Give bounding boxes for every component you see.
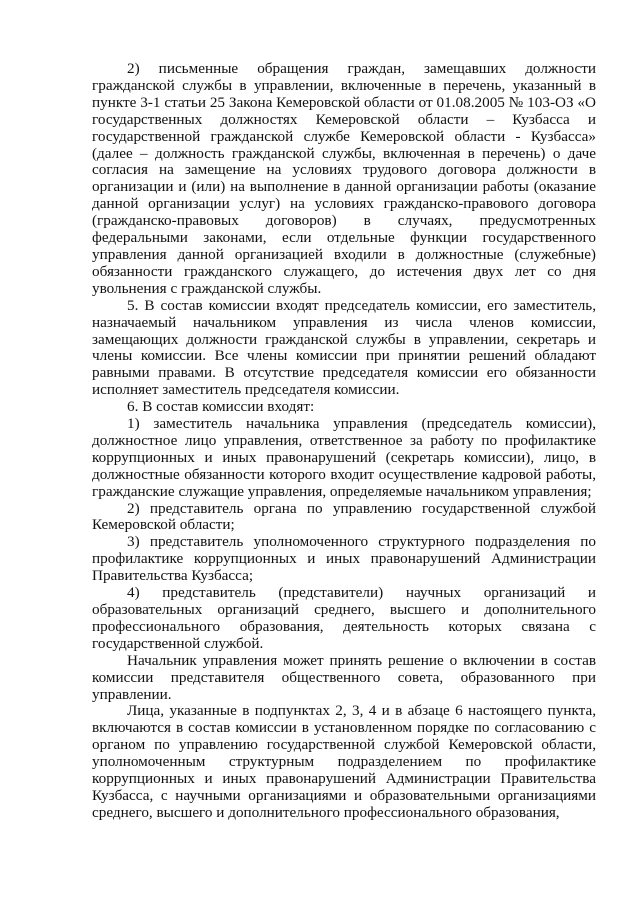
paragraph-item-2-written-appeals: 2) письменные обращения граждан, замещавших должности гражданской службы в управлении, включенные в перечень, указанный в пункте 3-1 статьи 25 Закона Кемеровской области от 01.08.2005 № 103-ОЗ «О государственных должностях Кемеровской области – Кузбасса и государственной гражданской службе Кемеровской области - Кузбасса» (далее – должность гражданской службы, включенная в перечень) о даче согласия на замещение на условиях трудового договора должности в организации и (или) на выполнение в данной организации работы (оказание данной организации услуг) на условиях гражданско-правового договора (гражданско-правовых договоров) в случаях, предусмотренных федеральными законами, если отдельные функции государственного управления данной организацией входили в должностные (служебные) обязанности гражданского служащего, до истечения двух лет со дня увольнения с гражданской службы. [92,60,596,297]
paragraph-persons-inclusion: Лица, указанные в подпунктах 2, 3, 4 и в абзаце 6 настоящего пункта, включаются в состав комиссии в установленном порядке по согласованию с органом по управлению государственной службой Кемеровской области, уполномоченным структурным подразделением по профилактике коррупционных и иных правонарушений Администрации Правительства Кузбасса, с научными организациями и образовательными организациями среднего, высшего и дополнительного профессионального образования, [92,702,596,821]
paragraph-public-council: Начальник управления может принять решение о включении в состав комиссии представителя общественного совета, образованного при управлении. [92,651,596,703]
paragraph-6-item-4: 4) представитель (представители) научных организаций и образовательных организаций среднего, высшего и дополнительного профессионального образования, деятельность которых связана с государственной службой. [92,584,596,652]
paragraph-5-commission-composition: 5. В состав комиссии входят председатель комиссии, его заместитель, назначаемый начальником управления из числа членов комиссии, замещающих должности гражданской службы в управлении, секретарь и члены комиссии. Все члены комиссии при принятии решений обладают равными правами. В отсутствие председателя комиссии его обязанности исполняет заместитель председателя комиссии. [92,296,596,399]
paragraph-6-heading: 6. В состав комиссии входят: [127,398,315,416]
document-page [92,61,596,822]
paragraph-6-item-2: 2) представитель органа по управлению государственной службой Кемеровской области; [92,499,596,534]
paragraph-6-item-1: 1) заместитель начальника управления (председатель комиссии), должностное лицо управления, ответственное за работу по профилактике коррупционных и иных правонарушений (секретарь комиссии), лицо, в должностные обязанности которого входит осуществление кадровой работы, гражданские служащие управления, определяемые начальником управления; [92,415,596,500]
paragraph-6-item-3: 3) представитель уполномоченного структурного подразделения по профилактике коррупционных и иных правонарушений Администрации Правительства Кузбасса; [92,533,596,585]
